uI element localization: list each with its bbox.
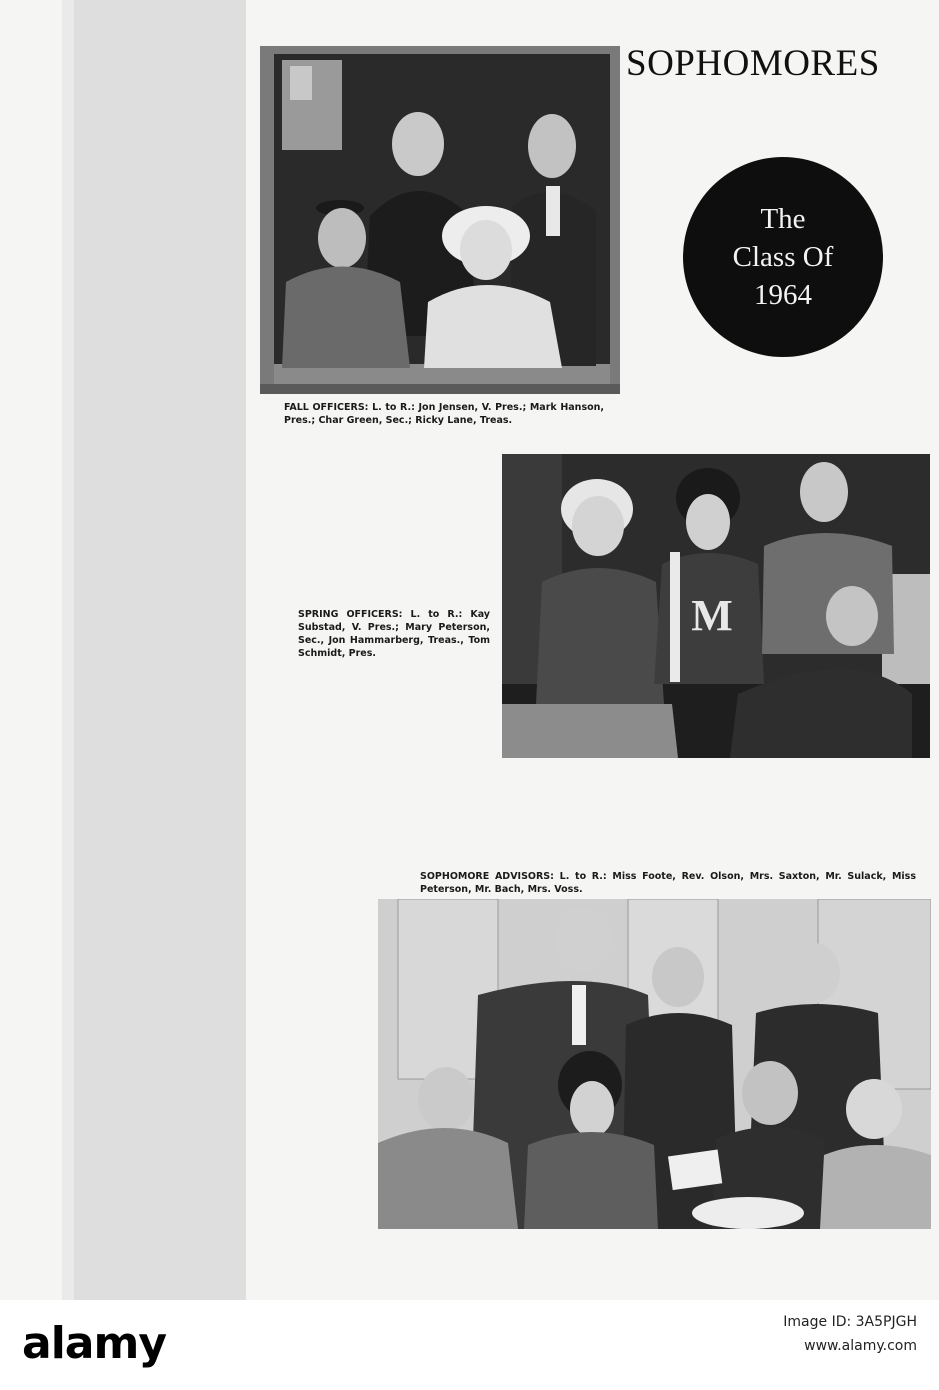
watermark-footer: [0, 1300, 939, 1390]
page-gutter: [62, 0, 246, 1300]
class-badge: [683, 157, 883, 357]
class-badge-line-3: 1964: [754, 279, 812, 311]
fall-officers-caption: FALL OFFICERS: L. to R.: Jon Jensen, V. Pres.; Mark Hanson, Pres.; Char Green, Sec.; Ricky Lane, Treas.: [284, 402, 604, 426]
sophomore-advisors-photo: [378, 899, 931, 1229]
site-url: www.alamy.com: [804, 1338, 917, 1354]
sweater-letter: M: [691, 591, 733, 640]
page-gutter-edge: [62, 0, 74, 1300]
image-id-label: Image ID: 3A5PJGH: [783, 1314, 917, 1330]
spring-officers-photo: [502, 454, 930, 758]
class-badge-line-1: The: [760, 203, 806, 235]
spring-officers-caption: SPRING OFFICERS: L. to R.: Kay Substad, V. Pres.; Mary Peterson, Sec., Jon Hammarberg, Treas., Tom Schmidt, Pres.: [298, 609, 490, 659]
class-badge-line-2: Class Of: [732, 241, 834, 273]
sophomore-advisors-caption: SOPHOMORE ADVISORS: L. to R.: Miss Foote, Rev. Olson, Mrs. Saxton, Mr. Sulack, Miss Peterson, Mr. Bach, Mrs. Voss.: [420, 871, 916, 895]
alamy-logo: alamy: [22, 1318, 166, 1369]
page-title: SOPHOMORES: [626, 43, 880, 84]
fall-officers-photo: [260, 46, 620, 394]
